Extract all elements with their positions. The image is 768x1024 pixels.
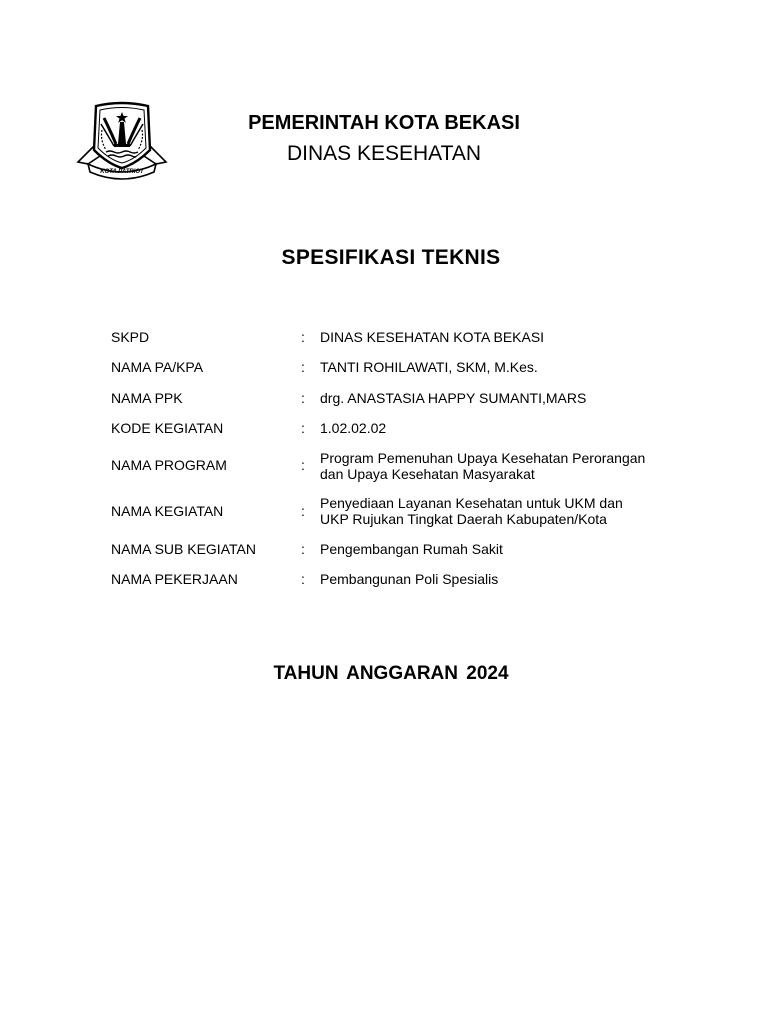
field-label: SKPD — [111, 329, 150, 345]
field-label: NAMA SUB KEGIATAN — [111, 541, 256, 557]
field-value: TANTI ROHILAWATI, SKM, M.Kes. — [320, 359, 538, 375]
field-separator: : — [301, 329, 305, 345]
field-separator: : — [301, 503, 305, 519]
field-separator: : — [301, 541, 305, 557]
organization-name: PEMERINTAH KOTA BEKASI — [248, 112, 520, 134]
field-value-line: Penyediaan Layanan Kesehatan untuk UKM dan — [320, 495, 623, 511]
field-separator: : — [301, 420, 305, 436]
field-value: drg. ANASTASIA HAPPY SUMANTI,MARS — [320, 390, 587, 406]
field-value-line: Program Pemenuhan Upaya Kesehatan Perorangan — [320, 450, 646, 466]
department-name: DINAS KESEHATAN — [286, 142, 482, 165]
field-value-line: dan Upaya Kesehatan Masyarakat — [320, 466, 535, 482]
field-value-line: UKP Rujukan Tingkat Daerah Kabupaten/Kota — [320, 511, 607, 527]
field-value — [320, 495, 700, 527]
field-separator: : — [301, 390, 305, 406]
field-value — [320, 450, 700, 482]
field-label: NAMA PROGRAM — [111, 457, 227, 473]
field-value: Pembangunan Poli Spesialis — [320, 571, 499, 587]
field-separator: : — [301, 571, 305, 587]
field-label: KODE KEGIATAN — [111, 420, 224, 436]
field-label: NAMA PPK — [111, 390, 183, 406]
field-separator: : — [301, 359, 305, 375]
field-value: 1.02.02.02 — [320, 420, 387, 436]
field-label: NAMA PA/KPA — [111, 359, 204, 375]
field-label: NAMA KEGIATAN — [111, 503, 224, 519]
field-label: NAMA PEKERJAAN — [111, 571, 238, 587]
field-value: Pengembangan Rumah Sakit — [320, 541, 503, 557]
svg-text:KOTA PATRIOT: KOTA PATRIOT — [100, 169, 144, 175]
budget-year: TAHUN ANGGARAN 2024 — [273, 663, 509, 684]
field-value: DINAS KESEHATAN KOTA BEKASI — [320, 329, 545, 345]
field-separator: : — [301, 457, 305, 473]
document-title: SPESIFIKASI TEKNIS — [281, 246, 501, 269]
